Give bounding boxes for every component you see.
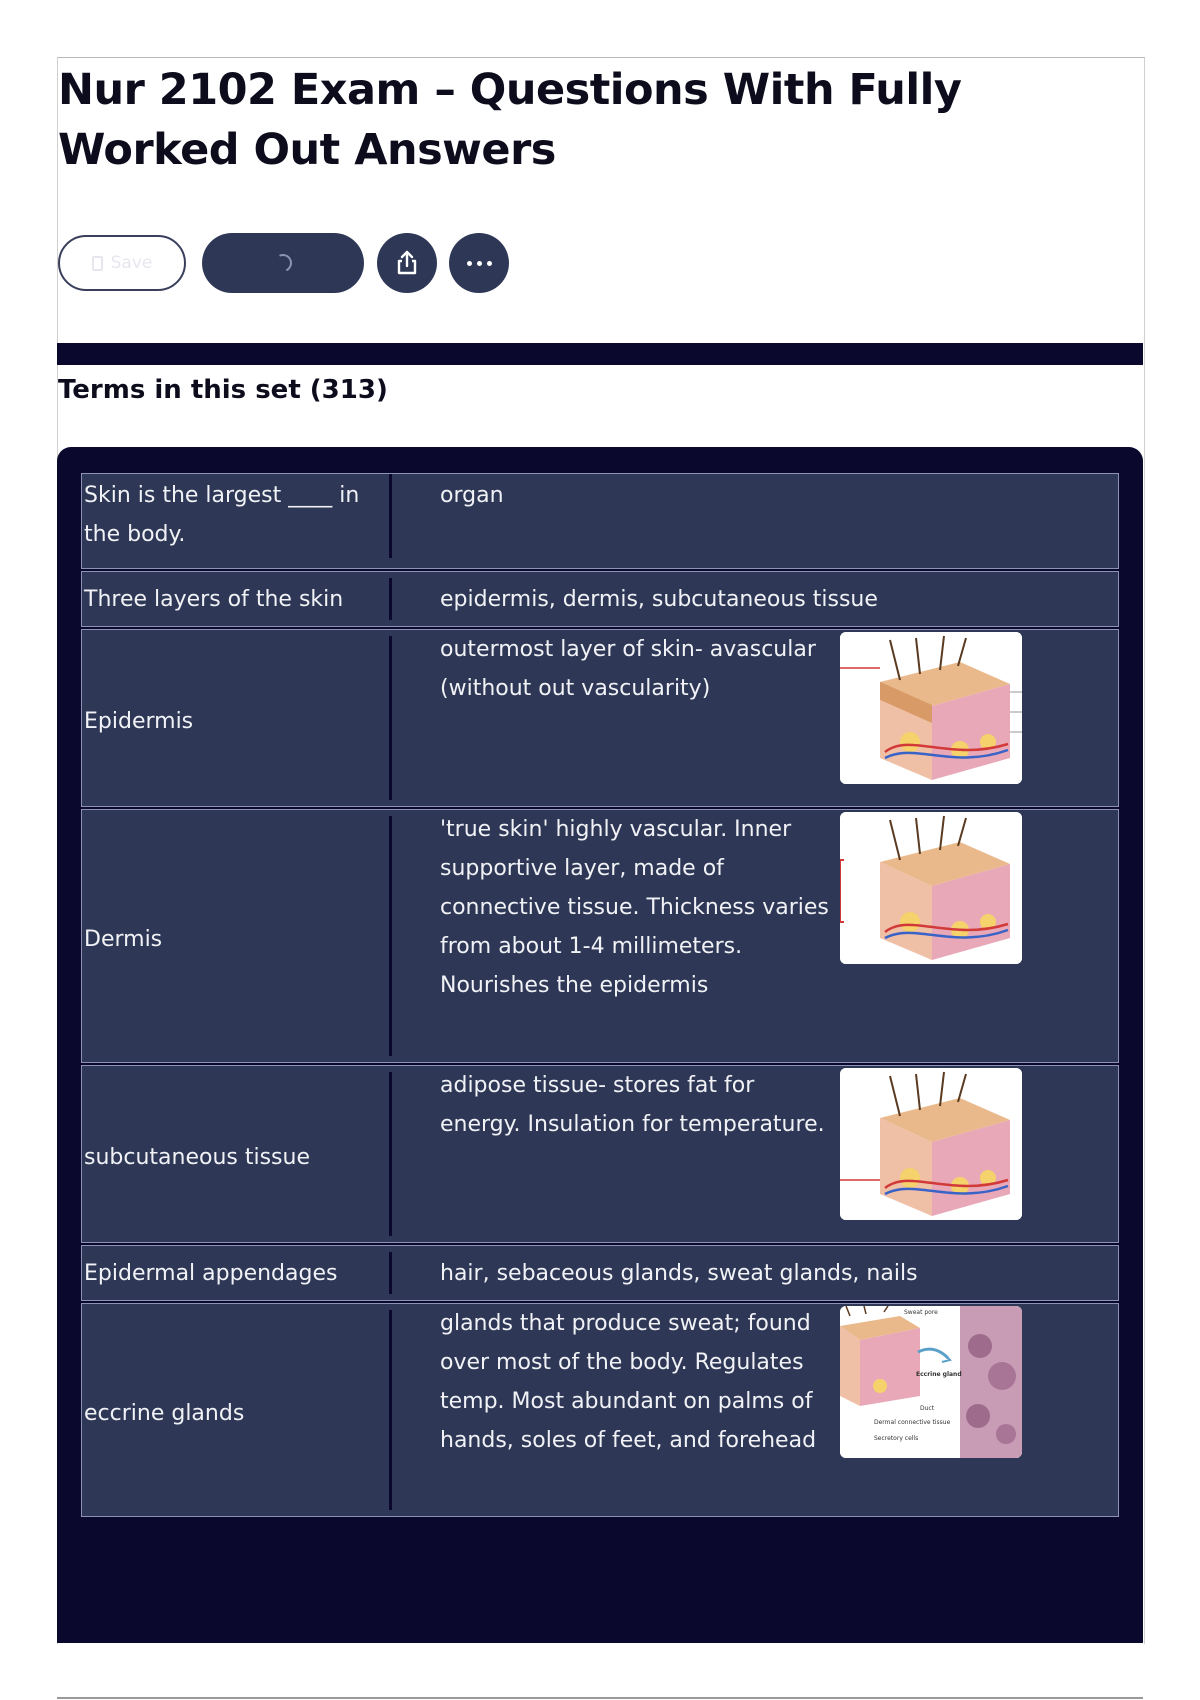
terms-panel xyxy=(57,447,1143,1643)
save-button[interactable] xyxy=(58,235,186,291)
table-row xyxy=(81,1245,1119,1301)
study-button[interactable] xyxy=(202,233,364,293)
label-duct: Duct xyxy=(920,1405,935,1412)
definition-text: outermost layer of skin- avascular (without out vascularity) xyxy=(440,637,816,701)
page-title: Nur 2102 Exam – Questions With Fully Worked Out Answers xyxy=(58,65,962,175)
skin-layers-diagram[interactable] xyxy=(840,812,1022,964)
definition-text: adipose tissue- stores fat for energy. Insulation for temperature. xyxy=(440,1073,825,1137)
term-cell xyxy=(82,578,392,620)
more-options-button[interactable] xyxy=(449,233,509,293)
term-cell xyxy=(82,1252,392,1294)
term-cell xyxy=(82,1310,392,1510)
definition-text: glands that produce sweat; found over most of the body. Regulates temp. Most abundant on palms of hands, soles of feet, and forehead xyxy=(440,1311,817,1453)
loading-spinner-icon xyxy=(271,251,294,274)
term-text: Skin is the largest ____ in the body. xyxy=(84,483,360,547)
eccrine-gland-illustration xyxy=(840,1306,1022,1458)
definition-text: epidermis, dermis, subcutaneous tissue xyxy=(440,586,878,612)
table-row xyxy=(81,1065,1119,1243)
term-text: Epidermis xyxy=(84,708,194,734)
label-dermal-tissue: Dermal connective tissue xyxy=(874,1419,951,1426)
bookmark-icon xyxy=(92,256,103,271)
more-options-icon xyxy=(467,261,492,266)
term-text: Dermis xyxy=(84,926,163,952)
label-sweat-pore: Sweat pore xyxy=(904,1309,938,1316)
table-row xyxy=(81,473,1119,569)
definition-cell xyxy=(392,572,1118,626)
terms-heading: Terms in this set (313) xyxy=(58,375,388,405)
definition-cell xyxy=(392,810,1118,1062)
term-cell xyxy=(82,474,392,558)
term-cell xyxy=(82,636,392,800)
label-secretory-cells: Secretory cells xyxy=(874,1435,919,1442)
terms-table xyxy=(81,473,1119,1519)
term-cell xyxy=(82,1072,392,1236)
table-row xyxy=(81,809,1119,1063)
table-row xyxy=(81,1303,1119,1517)
skin-layers-diagram[interactable] xyxy=(840,1068,1022,1220)
label-eccrine-gland: Eccrine gland xyxy=(916,1371,962,1378)
definition-text: 'true skin' highly vascular. Inner supportive layer, made of connective tissue. Thickness varies from about 1-4 millimeters. Nourishes the epidermis xyxy=(440,817,829,998)
term-text: Three layers of the skin xyxy=(84,586,344,612)
definition-text: hair, sebaceous glands, sweat glands, nails xyxy=(440,1260,918,1286)
definition-cell xyxy=(392,630,1118,806)
skin-layers-illustration xyxy=(840,1068,1022,1220)
skin-layers-illustration xyxy=(840,632,1022,784)
definition-cell xyxy=(392,1246,1118,1300)
definition-text: organ xyxy=(440,483,504,508)
definition-cell xyxy=(392,1304,1118,1516)
term-text: subcutaneous tissue xyxy=(84,1144,310,1170)
term-cell xyxy=(82,816,392,1056)
definition-cell xyxy=(392,474,1118,568)
skin-layers-illustration xyxy=(840,812,1022,964)
save-label: Save xyxy=(110,253,153,273)
term-text: Epidermal appendages xyxy=(84,1260,338,1286)
share-button[interactable] xyxy=(377,233,437,293)
term-text: eccrine glands xyxy=(84,1400,245,1426)
footer-rule xyxy=(57,1697,1143,1699)
share-icon xyxy=(393,249,421,277)
skin-layers-diagram[interactable] xyxy=(840,632,1022,784)
table-row xyxy=(81,629,1119,807)
table-row xyxy=(81,571,1119,627)
eccrine-gland-diagram[interactable] xyxy=(840,1306,1022,1458)
section-divider-bar xyxy=(57,343,1143,365)
definition-cell xyxy=(392,1066,1118,1242)
